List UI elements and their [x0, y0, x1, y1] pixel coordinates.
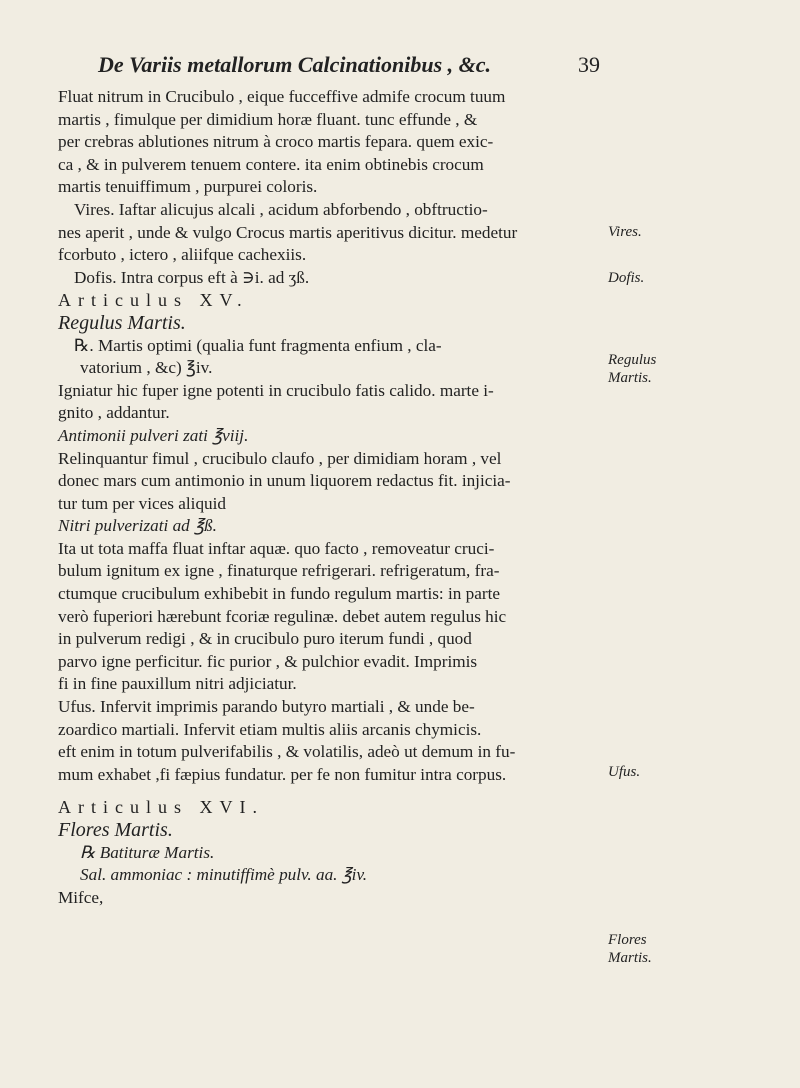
- text-line: ctumque crucibulum exhibebit in fundo regulum martis: in parte: [58, 584, 500, 604]
- text-line: ℞. Martis optimi (qualia funt fragmenta enfium , cla-: [74, 335, 442, 355]
- margin-note: Martis.: [608, 950, 652, 966]
- text-line: fi in fine pauxillum nitri adjiciatur.: [58, 674, 297, 694]
- text-line: Relinquantur fimul , crucibulo claufo , per dimidiam horam , vel: [58, 448, 502, 468]
- header-title: De Variis metallorum Calcinationibus , &c.: [98, 52, 492, 77]
- page-number: 39: [578, 52, 600, 77]
- text-line: Igniatur hic fuper igne potenti in crucibulo fatis calido. marte i-: [58, 380, 494, 400]
- text-line: Antimonii pulveri zati ℥viij.: [58, 425, 249, 445]
- body-text: [58, 86, 592, 909]
- text-line: in pulverum redigi , & in crucibulo puro iterum fundi , quod: [58, 629, 472, 649]
- text-line: per crebras ablutiones nitrum à croco martis fepara. quem exic-: [58, 132, 494, 152]
- article-subheading: Flores Martis.: [58, 819, 173, 841]
- margin-note: Dofis.: [608, 270, 645, 286]
- article-heading: Articulus XVI.: [58, 797, 264, 818]
- text-line: Sal. ammoniac : minutiffimè pulv. aa. ℥iv.: [80, 865, 368, 885]
- text-line: verò fuperiori hærebunt fcoriæ regulinæ. debet autem regulus hic: [58, 606, 507, 626]
- text-line: martis tenuiffimum , purpurei coloris.: [58, 177, 318, 197]
- text-line: bulum ignitum ex igne , finaturque refrigerari. refrigeratum, fra-: [58, 561, 500, 581]
- text-line: Dofis. Intra corpus eft à ∋i. ad ʒß.: [74, 267, 310, 287]
- text-line: ca , & in pulverem tenuem contere. ita enim obtinebis crocum: [58, 154, 484, 174]
- text-line: mum exhabet ,fi fæpius fundatur. per fe non fumitur intra corpus.: [58, 764, 507, 784]
- text-line: Ita ut tota maffa fluat inftar aquæ. quo facto , removeatur cruci-: [58, 538, 495, 558]
- text-line: vatorium , &c) ℥iv.: [80, 358, 213, 378]
- text-line: Ufus. Infervit imprimis parando butyro martiali , & unde be-: [58, 697, 475, 717]
- margin-note: Ufus.: [608, 764, 641, 780]
- text-line: zoardico martiali. Infervit etiam multis aliis arcanis chymicis.: [58, 719, 482, 739]
- text-line: Nitri pulverizati ad ℥ß.: [58, 516, 217, 536]
- text-line: nes aperit , unde & vulgo Crocus martis aperitivus dicitur. medetur: [58, 222, 518, 242]
- text-line: Fluat nitrum in Crucibulo , eique fucceffive admife crocum tuum: [58, 87, 506, 106]
- text-line: parvo igne perficitur. fic purior , & pulchior evadit. Imprimis: [58, 651, 478, 671]
- article-subheading: Regulus Martis.: [58, 311, 186, 334]
- catchword: Mifce,: [58, 887, 104, 907]
- running-header: [98, 52, 598, 78]
- margin-note: Flores: [608, 932, 647, 948]
- text-line: fcorbuto , ictero , aliifque cachexiis.: [58, 245, 307, 265]
- text-line: tur tum per vices aliquid: [58, 493, 227, 513]
- margin-note: Regulus: [608, 352, 657, 368]
- margin-note: Martis.: [608, 370, 652, 386]
- text-line: donec mars cum antimonio in unum liquorem redactus fit. injicia-: [58, 471, 511, 491]
- article-heading: Articulus XV.: [58, 290, 249, 311]
- text-line: ℞ Batituræ Martis.: [80, 842, 215, 862]
- text-line: Vires. Iaftar alicujus alcali , acidum abforbendo , obftructio-: [74, 199, 488, 219]
- text-line: martis , fimulque per dimidium horæ fluant. tunc effunde , &: [58, 109, 478, 129]
- margin-note: Vires.: [608, 224, 642, 240]
- text-line: gnito , addantur.: [58, 403, 170, 423]
- text-line: eft enim in totum pulverifabilis , & volatilis, adeò ut demum in fu-: [58, 742, 516, 762]
